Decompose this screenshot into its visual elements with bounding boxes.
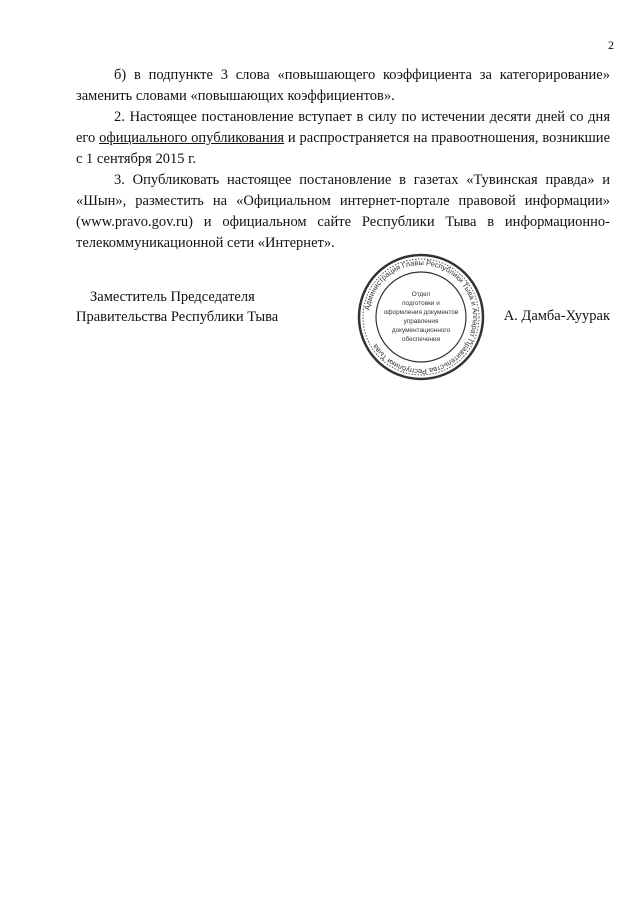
position-line-1: Заместитель Председателя (90, 289, 255, 305)
stamp-line-3: оформления документов (383, 309, 459, 316)
stamp-line-6: обеспечения (401, 336, 441, 343)
stamp-line-4: управления (403, 318, 439, 325)
stamp-outer-ring (359, 255, 483, 379)
paragraph-2-end: и распространяется на правоотношения, возникшие с 1 сентября 2015 г. (76, 130, 611, 167)
paragraph-2 (76, 107, 610, 170)
official-publication-link[interactable]: официального опубликования (99, 130, 285, 146)
stamp-inner-ring (376, 272, 466, 362)
stamp-line-1: Отдел (411, 291, 431, 298)
position-line-2: Правительства Республики Тыва (76, 309, 279, 325)
stamp-line-2: подготовки и (402, 300, 440, 307)
stamp-line-5: документационного (391, 327, 451, 334)
paragraph-2-start: 2. Настоящее постановление вступает в силу по истечении десяти дней со дня его (76, 109, 610, 146)
paragraph-3: 3. Опубликовать настоящее постановление в газетах «Тувинская правда» и «Шын», разместить на «Официальном интернет-портале правовой информации» (www.pravo.gov.ru) и официальном сайте Республики Тыва в информационно-телекоммуникационной сети «Интернет». (76, 172, 610, 251)
stamp-outer-text: Администрация Главы Республики Тыва и Аппарат Правительства Республики Тыва (362, 257, 481, 377)
page-number: 2 (608, 38, 614, 52)
paragraph-1: б) в подпункте 3 слова «повышающего коэффициента за категорирование» заменить словами «повышающих коэффициентов». (76, 67, 610, 104)
official-stamp (356, 252, 486, 382)
signatory-name: А. Дамба-Хуурак (503, 308, 610, 324)
body-text (76, 65, 610, 254)
signatory-position (76, 287, 278, 327)
